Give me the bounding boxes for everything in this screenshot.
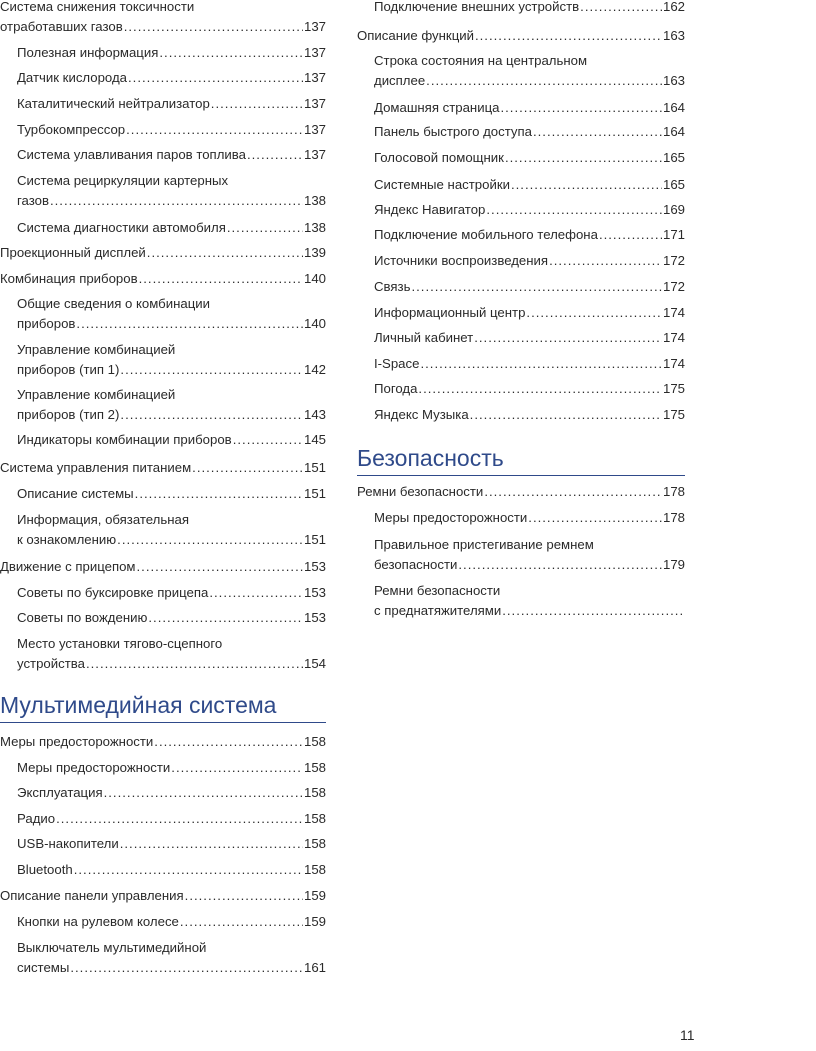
toc-entry[interactable] [357, 51, 685, 91]
toc-entry-title: Управление комбинацией [17, 387, 176, 402]
toc-page-number: 171 [662, 227, 685, 242]
page-number: 11 [680, 1027, 695, 1043]
dot-leader [502, 601, 684, 621]
toc-entry-title: Панель быстрого доступа [374, 124, 532, 139]
toc-entry-title: Общие сведения о комбинации [17, 296, 210, 311]
dot-leader [135, 484, 303, 504]
dot-leader [486, 200, 662, 220]
toc-entry[interactable] [357, 379, 685, 399]
toc-page-number: 137 [303, 19, 326, 34]
toc-page-number: 153 [303, 610, 326, 625]
dot-leader [192, 458, 303, 478]
toc-entry[interactable] [0, 557, 326, 577]
toc-page-number: 158 [303, 760, 326, 775]
toc-entry[interactable] [0, 94, 326, 114]
dot-leader [159, 43, 303, 63]
toc-entry-title: Подключение мобильного телефона [374, 227, 598, 242]
toc-entry[interactable] [0, 430, 326, 450]
toc-entry-title: Меры предосторожности [374, 510, 528, 525]
toc-entry-title: с преднатяжителями [374, 603, 502, 618]
dot-leader [50, 191, 303, 211]
toc-entry-title: Кнопки на рулевом колесе [17, 914, 179, 929]
toc-page-number: 164 [662, 124, 685, 139]
dot-leader [533, 122, 662, 142]
dot-leader [117, 530, 303, 550]
toc-entry[interactable] [357, 200, 685, 220]
toc-entry[interactable] [0, 484, 326, 504]
toc-page-number: 161 [303, 960, 326, 975]
toc-page-number: 174 [662, 330, 685, 345]
toc-page-number: 174 [662, 356, 685, 371]
toc-page-number: 145 [303, 432, 326, 447]
toc-page-number: 151 [303, 532, 326, 547]
toc-entry[interactable] [0, 171, 326, 211]
toc-page-number: 153 [303, 585, 326, 600]
dot-leader [56, 809, 303, 829]
toc-entry-title: Система диагностики автомобиля [17, 220, 226, 235]
toc-entry-title: Эксплуатация [17, 785, 103, 800]
toc-entry[interactable] [357, 581, 685, 621]
dot-leader [147, 243, 303, 263]
toc-page-number: 165 [662, 150, 685, 165]
toc-entry-title: газов [17, 193, 49, 208]
toc-entry-title: Домашняя страница [374, 100, 500, 115]
toc-entry-title: Система рециркуляции картерных [17, 173, 229, 188]
dot-leader [484, 482, 662, 502]
toc-page-number: 175 [662, 381, 685, 396]
toc-entry-title: Радио [17, 811, 56, 826]
toc-entry-title: Выключатель мультимедийной [17, 940, 207, 955]
toc-page-number: 138 [303, 193, 326, 208]
dot-leader [505, 148, 662, 168]
toc-entry-title: Описание функций [357, 28, 474, 43]
toc-entry[interactable] [0, 340, 326, 380]
toc-entry-title: Проекционный дисплей [0, 245, 146, 260]
toc-page-number: 165 [662, 177, 685, 192]
toc-page-number: 158 [303, 862, 326, 877]
toc-page-number: 137 [303, 70, 326, 85]
toc-page-number: 162 [662, 0, 685, 14]
toc-page-number: 172 [662, 279, 685, 294]
toc-page-number: 142 [303, 362, 326, 377]
toc-entry-title: Описание системы [17, 486, 134, 501]
toc-entry-title: Место установки тягово-сцепного [17, 636, 223, 651]
dot-leader [209, 583, 303, 603]
toc-entry-title: Советы по буксировке прицепа [17, 585, 209, 600]
toc-entry[interactable] [357, 122, 685, 142]
toc-entry-title: приборов (тип 1) [17, 362, 120, 377]
toc-page-number: 137 [303, 96, 326, 111]
toc-entry-title: Яндекс Музыка [374, 407, 469, 422]
toc-page-number: 139 [303, 245, 326, 260]
toc-page-number: 164 [662, 100, 685, 115]
toc-page-number: 163 [662, 28, 685, 43]
toc-entry-title: Комбинация приборов [0, 271, 138, 286]
toc-page-number: 158 [303, 785, 326, 800]
toc-page-number: 174 [662, 305, 685, 320]
section-heading-safety: Безопасность [357, 443, 685, 476]
toc-entry-title: Личный кабинет [374, 330, 474, 345]
toc-entry[interactable] [357, 98, 685, 118]
toc-entry[interactable] [357, 277, 685, 297]
toc-entry-title: Подключение внешних устройств [374, 0, 580, 14]
toc-entry-title: Связь [374, 279, 411, 294]
dot-leader [549, 251, 662, 271]
dot-leader [420, 354, 662, 374]
toc-page-number: 179 [662, 557, 685, 572]
toc-entry-title: Система управления питанием [0, 460, 192, 475]
dot-leader [227, 218, 303, 238]
dot-leader [247, 145, 303, 165]
toc-page-number: 140 [303, 316, 326, 331]
toc-entry-title: Bluetooth [17, 862, 73, 877]
toc-entry-title: устройства [17, 656, 85, 671]
dot-leader [180, 912, 303, 932]
dot-leader [411, 277, 662, 297]
toc-entry[interactable] [357, 0, 685, 17]
toc-entry-title: Каталитический нейтрализатор [17, 96, 210, 111]
toc-entry[interactable] [0, 120, 326, 140]
toc-entry[interactable] [357, 303, 685, 323]
toc-entry-title: к ознакомлению [17, 532, 117, 547]
toc-entry-title: Меры предосторожности [0, 734, 154, 749]
toc-entry-title: Правильное пристегивание ремнем [374, 537, 594, 552]
toc-entry-title: Голосовой помощник [374, 150, 504, 165]
toc-page-number: 175 [662, 407, 685, 422]
toc-entry-title: Яндекс Навигатор [374, 202, 486, 217]
toc-entry[interactable] [0, 583, 326, 603]
toc-entry[interactable] [0, 269, 326, 289]
toc-entry[interactable] [357, 175, 685, 195]
toc-entry[interactable] [357, 251, 685, 271]
toc-page-number: 158 [303, 836, 326, 851]
dot-leader [474, 328, 662, 348]
toc-entry-title: дисплее [374, 73, 426, 88]
toc-entry-title: Информационный центр [374, 305, 526, 320]
dot-leader [185, 886, 303, 906]
dot-leader [76, 314, 303, 334]
dot-leader [580, 0, 662, 17]
toc-page-number: 159 [303, 888, 326, 903]
dot-leader [137, 557, 303, 577]
toc-page-number: 158 [303, 734, 326, 749]
dot-leader [104, 783, 303, 803]
toc-page-number: 137 [303, 147, 326, 162]
dot-leader [171, 758, 303, 778]
toc-entry[interactable] [0, 634, 326, 674]
toc-page-number: 138 [303, 220, 326, 235]
dot-leader [526, 303, 662, 323]
toc-entry[interactable] [0, 68, 326, 88]
toc-page-number: 153 [303, 559, 326, 574]
dot-leader [86, 654, 303, 674]
toc-entry[interactable] [357, 148, 685, 168]
toc-entry-title: Движение с прицепом [0, 559, 136, 574]
toc-page-number: 140 [303, 271, 326, 286]
section-heading-multimedia: Мультимедийная система [0, 690, 326, 723]
dot-leader [128, 68, 303, 88]
toc-entry-title: Система снижения токсичности [0, 0, 195, 14]
toc-entry[interactable] [0, 608, 326, 628]
toc-page-number: 158 [303, 811, 326, 826]
toc-entry-title: приборов (тип 2) [17, 407, 120, 422]
toc-entry-title: Источники воспроизведения [374, 253, 549, 268]
toc-entry-title: безопасности [374, 557, 458, 572]
toc-entry-title: Строка состояния на центральном [374, 53, 588, 68]
toc-entry-title: Датчик кислорода [17, 70, 128, 85]
toc-entry[interactable] [357, 26, 685, 46]
toc-entry-title: Ремни безопасности [374, 583, 501, 598]
toc-entry-title: Индикаторы комбинации приборов [17, 432, 232, 447]
toc-entry[interactable] [357, 354, 685, 374]
dot-leader [148, 608, 303, 628]
dot-leader [211, 94, 303, 114]
dot-leader [154, 732, 303, 752]
dot-leader [139, 269, 303, 289]
toc-entry[interactable] [0, 809, 326, 829]
dot-leader [511, 175, 662, 195]
toc-entry[interactable] [0, 758, 326, 778]
toc-entry[interactable] [0, 458, 326, 478]
toc-entry[interactable] [0, 732, 326, 752]
toc-entry[interactable] [0, 912, 326, 932]
toc-entry[interactable] [0, 0, 326, 37]
toc-entry[interactable] [357, 508, 685, 528]
toc-entry[interactable] [357, 535, 685, 575]
toc-entry[interactable] [0, 886, 326, 906]
dot-leader [74, 860, 303, 880]
dot-leader [528, 508, 662, 528]
toc-entry[interactable] [0, 860, 326, 880]
toc-entry-title: Меры предосторожности [17, 760, 171, 775]
toc-entry-title: Погода [374, 381, 418, 396]
toc-page-number: 143 [303, 407, 326, 422]
toc-page-number: 169 [662, 202, 685, 217]
dot-leader [599, 225, 662, 245]
dot-leader [120, 405, 303, 425]
toc-entry[interactable] [357, 482, 685, 502]
toc-entry[interactable] [0, 834, 326, 854]
toc-entry[interactable] [0, 510, 326, 550]
toc-entry[interactable] [0, 783, 326, 803]
toc-entry-title: USB-накопители [17, 836, 119, 851]
toc-entry-title: отработавших газов [0, 19, 123, 34]
toc-entry[interactable] [0, 145, 326, 165]
toc-entry[interactable] [357, 405, 685, 425]
dot-leader [426, 71, 662, 91]
toc-entry-title: Управление комбинацией [17, 342, 176, 357]
toc-entry-title: приборов [17, 316, 76, 331]
toc-entry[interactable] [0, 243, 326, 263]
toc-page-number: 151 [303, 460, 326, 475]
toc-entry-title: Полезная информация [17, 45, 159, 60]
dot-leader [500, 98, 662, 118]
dot-leader [233, 430, 303, 450]
toc-page-number: 178 [662, 484, 685, 499]
toc-entry-title: Информация, обязательная [17, 512, 190, 527]
toc-entry[interactable] [0, 43, 326, 63]
dot-leader [470, 405, 662, 425]
toc-entry-title: Ремни безопасности [357, 484, 484, 499]
toc-page-number: 154 [303, 656, 326, 671]
toc-entry[interactable] [0, 385, 326, 425]
dot-leader [70, 958, 303, 978]
toc-entry-title: I-Space [374, 356, 420, 371]
toc-page-number: 163 [662, 73, 685, 88]
toc-page-number: 137 [303, 122, 326, 137]
toc-page-number: 178 [662, 510, 685, 525]
toc-entry[interactable] [357, 225, 685, 245]
dot-leader [458, 555, 662, 575]
toc-entry-title: Описание панели управления [0, 888, 184, 903]
toc-entry[interactable] [0, 938, 326, 978]
toc-page-number: 159 [303, 914, 326, 929]
dot-leader [124, 17, 303, 37]
toc-entry-title: Система улавливания паров топлива [17, 147, 246, 162]
dot-leader [126, 120, 303, 140]
toc-entry-title: Турбокомпрессор [17, 122, 126, 137]
dot-leader [475, 26, 662, 46]
toc-entry[interactable] [357, 328, 685, 348]
dot-leader [120, 360, 303, 380]
toc-entry-title: системы [17, 960, 70, 975]
toc-entry[interactable] [0, 294, 326, 334]
toc-page-number: 137 [303, 45, 326, 60]
toc-entry-title: Советы по вождению [17, 610, 148, 625]
toc-entry-title: Системные настройки [374, 177, 510, 192]
toc-page-number: 151 [303, 486, 326, 501]
toc-page-number: 172 [662, 253, 685, 268]
toc-entry[interactable] [0, 218, 326, 238]
dot-leader [120, 834, 303, 854]
dot-leader [418, 379, 662, 399]
